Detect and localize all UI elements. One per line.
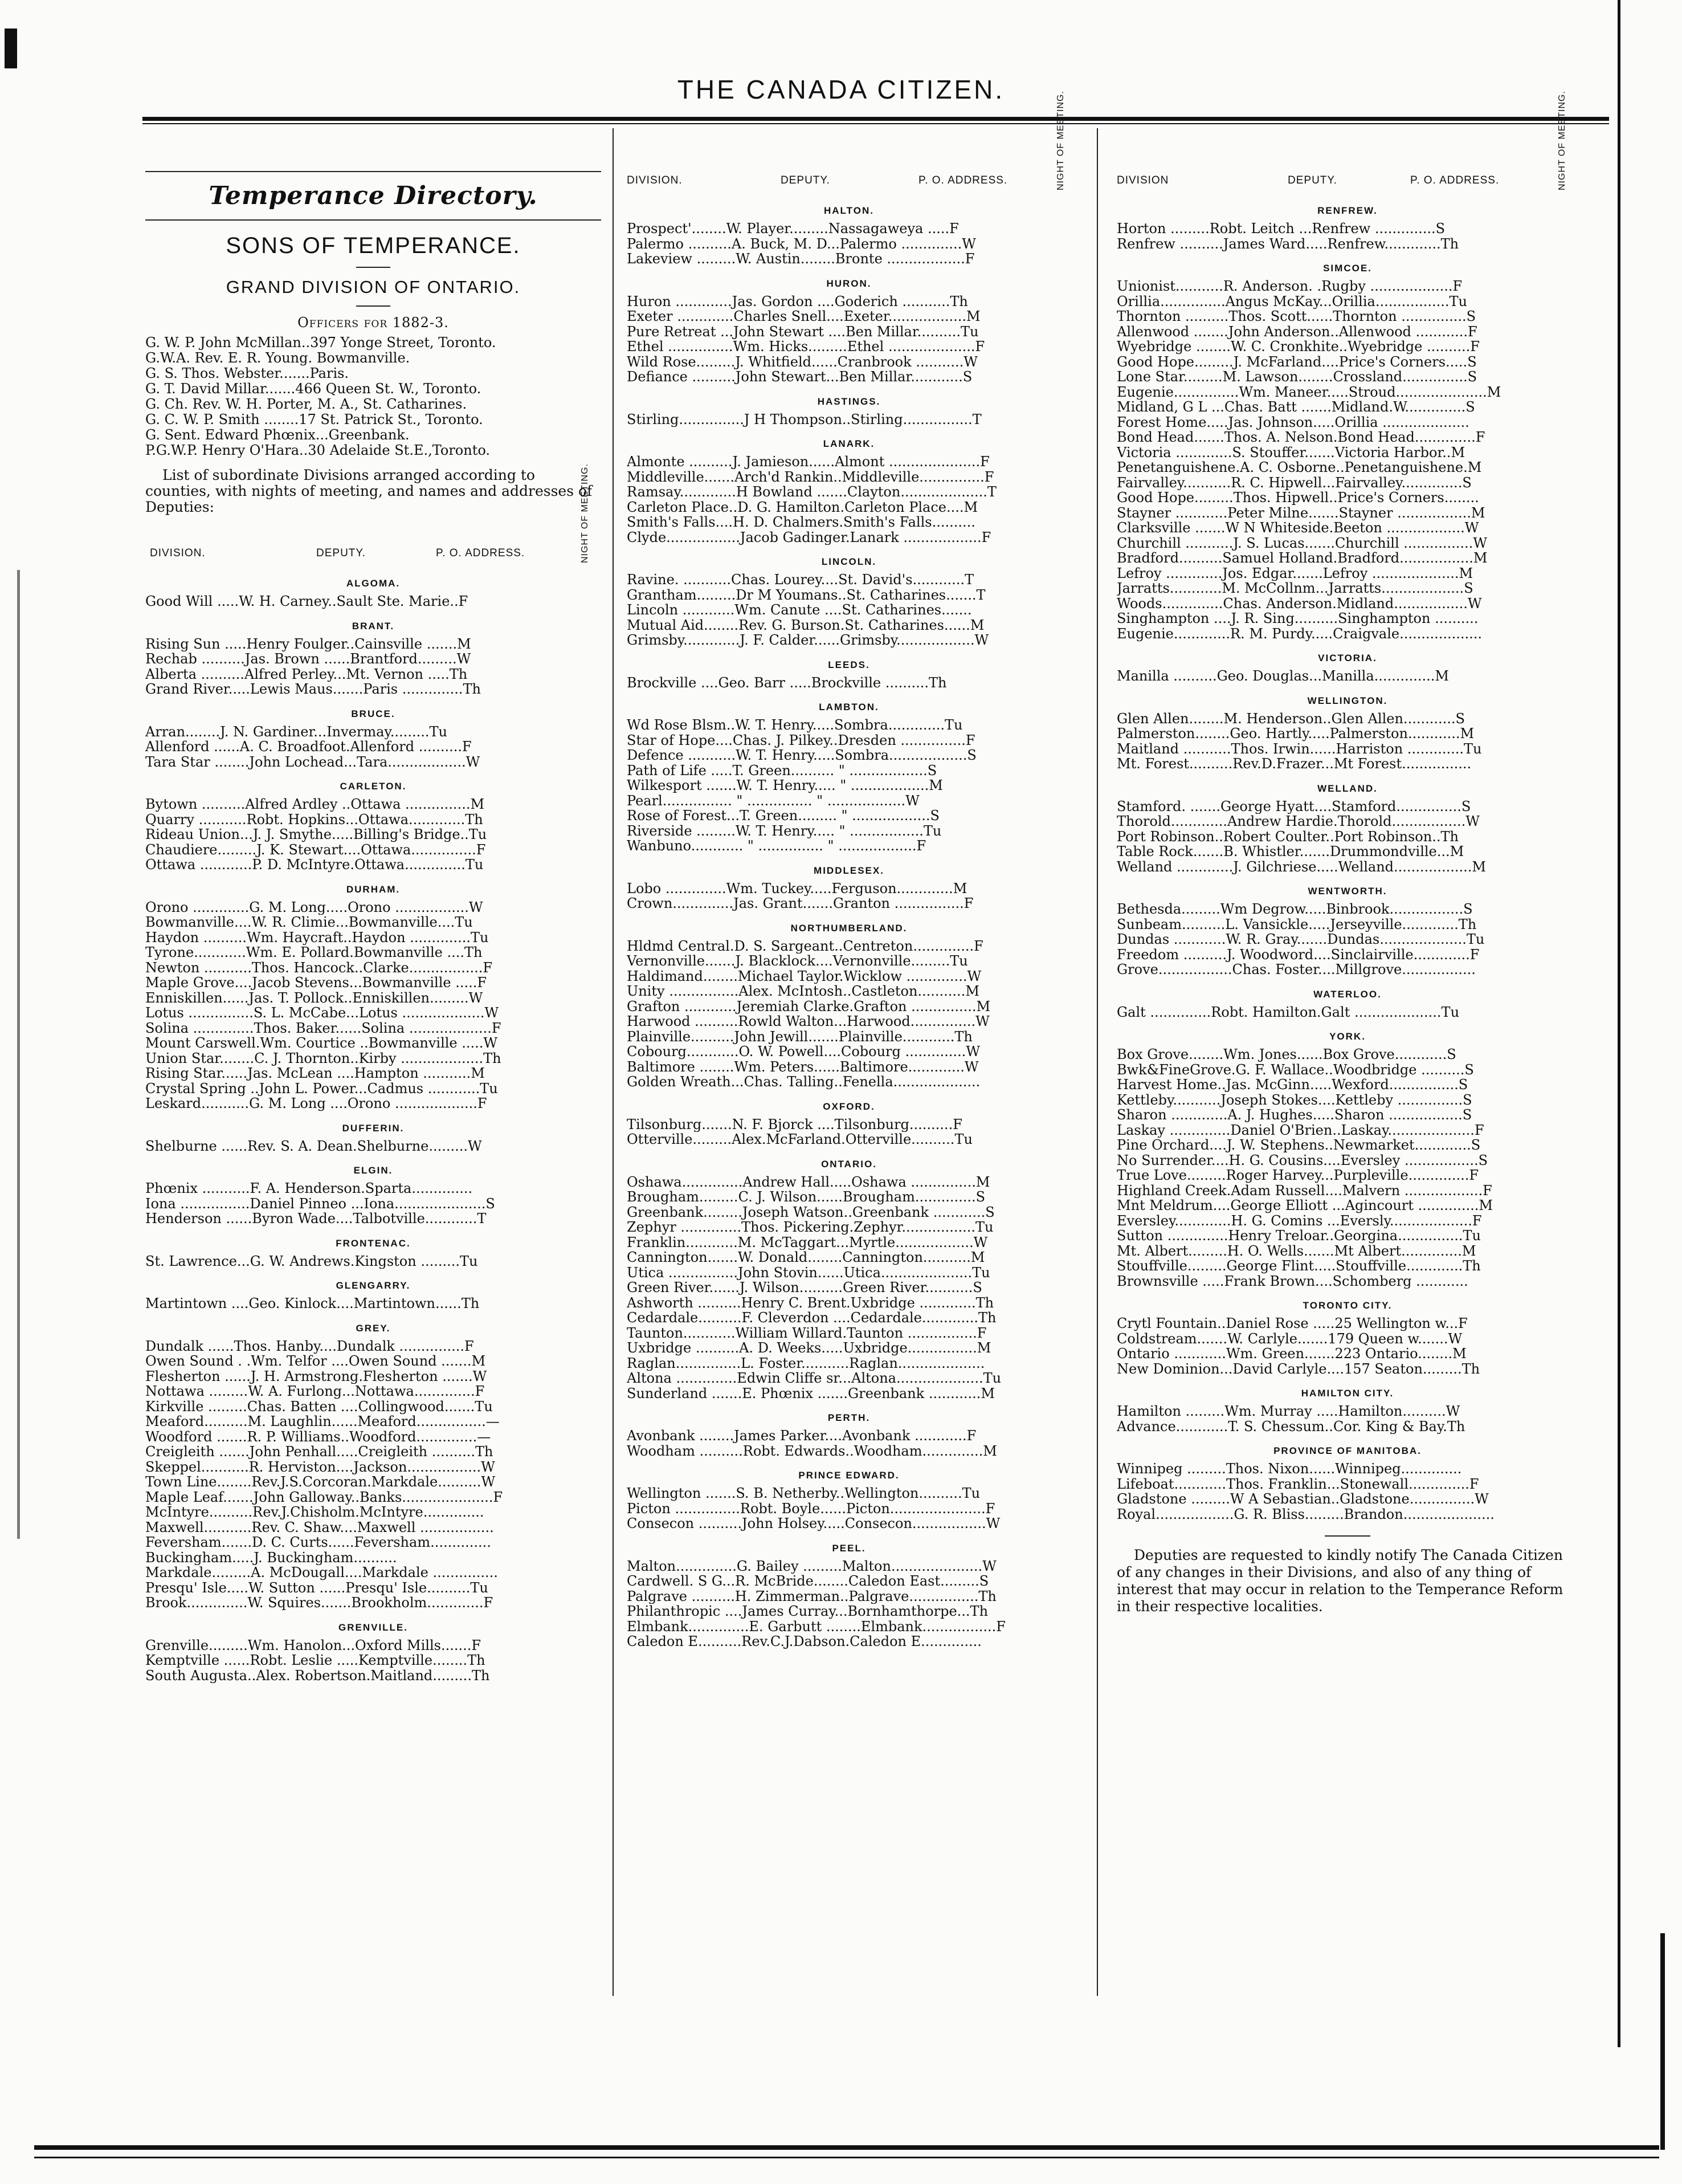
division-entry: Smith's Falls....H. D. Chalmers.Smith's Falls.......... xyxy=(627,515,975,530)
section-heading: LAMBTON. xyxy=(819,702,879,712)
division-entry: Prospect'........W. Player.........Nassagaweya .....F xyxy=(627,221,959,237)
section-heading: GRENVILLE. xyxy=(338,1621,408,1633)
division-entry: Port Robinson..Robert Coulter..Port Robinson..Th xyxy=(1117,829,1459,844)
grand-division-title: GRAND DIVISION OF ONTARIO. xyxy=(226,277,521,297)
officer-line: G. Ch. Rev. W. H. Porter, M. A., St. Catharines. xyxy=(145,396,467,412)
division-entry: Haydon ..........Wm. Haycraft..Haydon ..............Tu xyxy=(145,930,489,945)
section-heading: DURHAM. xyxy=(346,883,401,895)
division-entry: Green River.......J. Wilson..........Green River...........S xyxy=(627,1280,982,1295)
column-rule xyxy=(145,171,601,172)
division-entry: Brownsville .....Frank Brown....Schomberg ............ xyxy=(1117,1273,1468,1289)
division-entry: Palgrave ..........H. Zimmerman..Palgrave................Th xyxy=(627,1588,997,1604)
division-entry: Tyrone............Wm. E. Pollard.Bowmanville ....Th xyxy=(145,945,483,960)
division-entry: Chaudiere.........J. K. Stewart....Ottawa...............F xyxy=(145,842,486,857)
division-entry: Crytl Fountain..Daniel Rose .....25 Wellington w...F xyxy=(1117,1316,1468,1331)
column-1 xyxy=(145,131,601,1683)
section-heading: HALTON. xyxy=(824,205,874,216)
division-entry: Lobo ..............Wm. Tuckey.....Ferguson.............M xyxy=(627,881,967,896)
night-header: NIGHT OF MEETING. xyxy=(1056,91,1065,190)
division-entry: Picton ...............Robt. Boyle......Picton......................F xyxy=(627,1501,995,1516)
division-entry: Grand River.....Lewis Maus.......Paris ..............Th xyxy=(145,682,481,697)
division-entry: Consecon ..........John Holsey.....Consecon.................W xyxy=(627,1516,1001,1531)
division-entry: Unity ................Alex. McIntosh..Castleton...........M xyxy=(627,984,979,999)
division-entry: Shelburne ......Rev. S. A. Dean.Shelburne.........W xyxy=(145,1138,482,1154)
division-entry: Eugenie...............Wm. Maneer.....Stroud.....................M xyxy=(1117,384,1501,400)
section-heading: ONTARIO. xyxy=(821,1158,877,1170)
column-divider xyxy=(613,128,614,1996)
officer-line: G. T. David Millar.......466 Queen St. W., Toronto. xyxy=(145,381,481,397)
division-entry: Presqu' Isle.....W. Sutton ......Presqu' Isle..........Tu xyxy=(145,1580,488,1595)
division-entry: Winnipeg .........Thos. Nixon......Winnipeg.............. xyxy=(1117,1461,1462,1477)
division-entry: Ontario ............Wm. Green.......223 Ontario........M xyxy=(1117,1346,1467,1362)
division-entry: Royal..................G. R. Bliss.........Brandon..................... xyxy=(1117,1506,1495,1522)
division-entry: Hamilton .........Wm. Murray .....Hamilton..........W xyxy=(1117,1404,1460,1419)
officer-line: G. Sent. Edward Phœnix...Greenbank. xyxy=(145,427,410,443)
division-entry: Stouffville.........George Flint.....Stouffville.............Th xyxy=(1117,1258,1481,1274)
division-entry: Good Hope.........J. McFarland....Price's Corners.....S xyxy=(1117,354,1477,369)
division-entry: Highland Creek.Adam Russell....Malvern ..................F xyxy=(1117,1183,1492,1198)
section-heading: LEEDS. xyxy=(828,659,870,670)
division-entry: Wd Rose Blsm..W. T. Henry.....Sombra.............Tu xyxy=(627,718,963,733)
section-heading: PRINCE EDWARD. xyxy=(798,1470,900,1481)
division-entry: Cobourg............O. W. Powell....Cobourg ..............W xyxy=(627,1044,980,1060)
division-entry: Altona ..............Edwin Cliffe sr...Altona....................Tu xyxy=(627,1371,1002,1386)
division-entry: Riverside .........W. T. Henry..... " .................Tu xyxy=(627,823,942,838)
col2-sections xyxy=(627,205,1071,1649)
section-heading: PROVINCE OF MANITOBA. xyxy=(1273,1445,1422,1456)
section-heading: GLENGARRY. xyxy=(336,1280,411,1291)
division-entry: South Augusta..Alex. Robertson.Maitland.........Th xyxy=(145,1668,490,1683)
division-entry: Vernonville.......J. Blacklock....Vernonville.........Tu xyxy=(627,954,968,969)
scan-edge-mark xyxy=(17,570,20,1539)
directory-title: Temperance Directory. xyxy=(209,181,538,210)
division-entry: Rechab ..........Jas. Brown ......Brantford.........W xyxy=(145,651,471,667)
division-entry: Iona ................Daniel Pinneo ...Iona.....................S xyxy=(145,1196,495,1211)
division-entry: Otterville.........Alex.McFarland.Otterville..........Tu xyxy=(627,1132,973,1147)
page-corner-rule xyxy=(1638,1933,1665,2150)
section-heading: DUFFERIN. xyxy=(342,1122,405,1134)
division-entry: Zephyr ..............Thos. Pickering.Zephyr.................Tu xyxy=(627,1220,994,1235)
division-entry: Brockville ....Geo. Barr .....Brockville ..........Th xyxy=(627,675,947,690)
division-entry: Maple Grove....Jacob Stevens...Bowmanville .....F xyxy=(145,975,487,991)
division-entry: Bytown ..........Alfred Ardley ..Ottawa ...............M xyxy=(145,797,485,812)
division-entry: Pure Retreat ...John Stewart ....Ben Millar..........Tu xyxy=(627,324,979,339)
division-entry: Lone Star.........M. Lawson........Crossland...............S xyxy=(1117,369,1477,385)
division-entry: Leskard...........G. M. Long ....Orono ...................F xyxy=(145,1096,487,1111)
col1-sections xyxy=(145,578,601,1683)
division-entry: Avonbank ........James Parker....Avonbank ............F xyxy=(627,1428,977,1444)
division-entry: Maitland ...........Thos. Irwin......Harriston .............Tu xyxy=(1117,741,1482,756)
division-entry: Middleville.......Arch'd Rankin..Middleville...............F xyxy=(627,469,994,484)
column-3 xyxy=(1117,91,1578,1615)
division-entry: Cannington.......W. Donald........Cannington...........M xyxy=(627,1250,985,1265)
section-heading: RENFREW. xyxy=(1317,205,1378,216)
division-entry: Singhampton ....J. R. Sing..........Singhampton .......... xyxy=(1117,611,1479,626)
division-entry: New Dominion...David Carlyle....157 Seaton.........Th xyxy=(1117,1361,1480,1376)
division-entry: Stamford. .......George Hyatt....Stamford...............S xyxy=(1117,798,1471,814)
division-entry: Crystal Spring ..John L. Power...Cadmus ............Tu xyxy=(145,1081,498,1096)
division-entry: Rising Sun .....Henry Foulger..Cainsville .......M xyxy=(145,636,471,651)
division-entry: Cedardale..........F. Cleverdon ....Cedardale.............Th xyxy=(627,1310,997,1326)
division-entry: Clyde.................Jacob Gadinger.Lanark ..................F xyxy=(627,529,991,545)
column-2 xyxy=(627,91,1071,1649)
dash-rule xyxy=(356,305,390,307)
division-entry: Orillia...............Angus McKay...Orillia.................Tu xyxy=(1117,294,1467,309)
division-entry: Manilla ..........Geo. Douglas...Manilla..............M xyxy=(1117,669,1450,684)
dash-rule xyxy=(356,267,390,268)
division-entry: True Love.........Roger Harvey...Purpleville..............F xyxy=(1117,1168,1479,1183)
division-entry: Woodham ..........Robt. Edwards..Woodham..............M xyxy=(627,1443,997,1458)
division-entry: Grafton ............Jeremiah Clarke.Grafton ...............M xyxy=(627,999,991,1014)
division-entry: Bond Head.......Thos. A. Nelson.Bond Head..............F xyxy=(1117,430,1485,445)
division-entry: Eugenie.............R. M. Purdy.....Craigvale................... xyxy=(1117,626,1483,641)
division-entry: Dundas ............W. R. Gray.......Dundas....................Tu xyxy=(1117,932,1485,947)
address-header: P. O. ADDRESS. xyxy=(918,174,1008,186)
section-heading: SIMCOE. xyxy=(1323,263,1372,274)
division-entry: Golden Wreath...Chas. Talling..Fenella.................... xyxy=(627,1074,981,1090)
division-entry: Henderson ......Byron Wade....Talbotville............T xyxy=(145,1211,487,1227)
division-entry: Bwk&FineGrove.G. F. Wallace..Woodbridge ..........S xyxy=(1117,1062,1474,1077)
division-header: DIVISION xyxy=(1117,174,1169,186)
division-entry: Union Star........C. J. Thornton..Kirby ...................Th xyxy=(145,1050,501,1066)
deputy-header: DEPUTY. xyxy=(781,174,830,186)
division-entry: Eversley.............H. G. Comins ...Eversly...................F xyxy=(1117,1213,1482,1228)
division-entry: Wyebridge ........W. C. Cronkhite..Wyebridge ..........F xyxy=(1117,339,1480,355)
col3-sections xyxy=(1117,205,1578,1522)
division-entry: Woods..............Chas. Anderson.Midland.................W xyxy=(1117,596,1482,611)
division-entry: Uxbridge ..........A. D. Weeks.....Uxbridge................M xyxy=(627,1340,991,1356)
section-heading: LINCOLN. xyxy=(821,556,877,567)
division-entry: Mt. Albert.........H. O. Wells.......Mt Albert..............M xyxy=(1117,1243,1476,1258)
division-entry: Lotus ...............S. L. McCabe...Lotus ...................W xyxy=(145,1005,499,1021)
division-entry: Grove.................Chas. Foster....Millgrove................. xyxy=(1117,962,1476,977)
section-heading: PERTH. xyxy=(827,1412,871,1423)
division-entry: Box Grove........Wm. Jones......Box Grove............S xyxy=(1117,1047,1456,1062)
division-entry: Good Will .....W. H. Carney..Sault Ste. Marie..F xyxy=(145,594,468,609)
division-entry: Kemptville ......Robt. Leslie .....Kemptville........Th xyxy=(145,1653,485,1668)
deputy-header: DEPUTY. xyxy=(316,547,366,559)
division-entry: Rising Star......Jas. McLean ....Hampton ...........M xyxy=(145,1066,485,1081)
section-heading: YORK. xyxy=(1329,1031,1366,1042)
division-entry: Ramsay.............H Bowland .......Clayton....................T xyxy=(627,484,997,500)
division-entry: Cardwell. S G...R. McBride........Caledon East.........S xyxy=(627,1574,989,1589)
deputies-note: Deputies are requested to kindly notify The Canada Citizen of any changes in their Divisions, and also of any thing of interest that may occur in relation to the Temperance Reform in their respective localities. xyxy=(1117,1547,1563,1615)
division-entry: Oshawa..............Andrew Hall.....Oshawa ...............M xyxy=(627,1174,990,1189)
division-entry: Town Line........Rev.J.S.Corcoran.Markdale..........W xyxy=(145,1474,496,1490)
section-heading: FRONTENAC. xyxy=(336,1237,411,1249)
division-entry: Exeter .............Charles Snell....Exeter..................M xyxy=(627,309,981,324)
division-entry: Malton..............G. Bailey .........Malton.....................W xyxy=(627,1558,997,1574)
division-entry: Good Hope.........Thos. Hipwell..Price's Corners........ xyxy=(1117,490,1479,506)
division-entry: Renfrew ..........James Ward.....Renfrew.............Th xyxy=(1117,236,1459,251)
division-entry: Carleton Place..D. G. Hamilton.Carleton Place....M xyxy=(627,499,978,515)
division-entry: Grantham.........Dr M Youmans..St. Catharines.......T xyxy=(627,587,986,602)
division-entry: Rideau Union...J. J. Smythe.....Billing's Bridge..Tu xyxy=(145,827,487,842)
division-entry: Ethel ...............Wm. Hicks.........Ethel ....................F xyxy=(627,339,985,355)
division-entry: Defence ...........W. T. Henry.....Sombra..................S xyxy=(627,748,977,763)
bottom-rule xyxy=(34,2145,1659,2150)
division-entry: Clarksville .......W N Whiteside.Beeton ..................W xyxy=(1117,520,1479,536)
division-entry: Maple Leaf.......John Galloway..Banks.....................F xyxy=(145,1489,503,1505)
division-entry: Thornton ..........Thos. Scott......Thornton ...............S xyxy=(1117,309,1476,324)
division-entry: Midland, G L ...Chas. Batt .......Midland.W..............S xyxy=(1117,400,1475,415)
division-entry: Raglan...............L. Foster...........Raglan.................... xyxy=(627,1355,985,1371)
division-entry: Stayner ............Peter Milne.......Stayner .................M xyxy=(1117,505,1485,520)
division-entry: Galt ..............Robt. Hamilton.Galt ....................Tu xyxy=(1117,1004,1460,1020)
division-entry: McIntyre..........Rev.J.Chisholm.McIntyre.............. xyxy=(145,1505,484,1520)
masthead: THE CANADA CITIZEN. xyxy=(677,75,1005,104)
division-entry: Woodford .......R. P. Williams..Woodford..............— xyxy=(145,1429,491,1444)
section-heading: NORTHUMBERLAND. xyxy=(790,922,908,934)
division-entry: Bowmanville....W. R. Climie...Bowmanville....Tu xyxy=(145,915,473,930)
section-heading: WENTWORTH. xyxy=(1308,886,1387,897)
deputy-header: DEPUTY. xyxy=(1288,174,1337,186)
division-entry: Harwood ..........Rowld Walton...Harwood...............W xyxy=(627,1014,990,1029)
division-entry: Palermo ..........A. Buck, M. D...Palermo ..............W xyxy=(627,236,976,251)
section-heading: HURON. xyxy=(826,278,872,289)
officer-line: P.G.W.P. Henry O'Hara..30 Adelaide St.E.,Toronto. xyxy=(145,442,490,458)
division-entry: Brougham.........C. J. Wilson......Brougham..............S xyxy=(627,1189,986,1205)
division-entry: Lefroy .............Jos. Edgar.......Lefroy ....................M xyxy=(1117,565,1473,581)
division-entry: Huron .............Jas. Gordon ....Goderich ...........Th xyxy=(627,294,968,309)
division-entry: Kettleby...........Joseph Stokes....Kettleby ...............S xyxy=(1117,1092,1472,1107)
division-entry: Rose of Forest...T. Green......... " ..................S xyxy=(627,808,940,824)
division-entry: Sharon .............A. J. Hughes.....Sharon .................S xyxy=(1117,1107,1472,1123)
division-entry: Grenville.........Wm. Hanolon...Oxford Mills.......F xyxy=(145,1637,481,1653)
division-entry: Advance............T. S. Chessum..Cor. King & Bay.Th xyxy=(1117,1419,1465,1434)
column-header xyxy=(1117,91,1578,194)
division-entry: St. Lawrence...G. W. Andrews.Kingston .........Tu xyxy=(145,1253,478,1269)
section-heading: HAMILTON CITY. xyxy=(1301,1388,1394,1399)
address-header: P. O. ADDRESS. xyxy=(436,547,525,559)
night-header: NIGHT OF MEETING. xyxy=(580,463,590,563)
division-entry: Arran........J. N. Gardiner...Invermay.........Tu xyxy=(145,724,447,739)
section-heading: WELLINGTON. xyxy=(1307,695,1388,706)
division-entry: Sunbeam..........L. Vansickle.....Jerseyville.............Th xyxy=(1117,916,1477,932)
division-entry: Freedom ..........J. Woodword....Sinclairville.............F xyxy=(1117,947,1480,962)
division-entry: Sutton ..............Henry Treloar..Georgina...............Tu xyxy=(1117,1228,1481,1244)
division-entry: Plainville..........John Jewill.......Plainville............Th xyxy=(627,1029,973,1044)
section-heading: WATERLOO. xyxy=(1313,988,1382,1000)
division-entry: Meaford..........M. Laughlin......Meaford................— xyxy=(145,1414,500,1429)
division-entry: Jarratts............M. McCollnm...Jarratts...................S xyxy=(1117,581,1473,596)
division-entry: Tara Star ........John Lochead...Tara..................W xyxy=(145,754,480,769)
division-entry: Coldstream.......W. Carlyle.......179 Queen w.......W xyxy=(1117,1331,1463,1346)
division-entry: Brook..............W. Squires.......Brookholm.............F xyxy=(145,1595,493,1611)
section-heading: OXFORD. xyxy=(823,1101,875,1112)
division-entry: Sunderland .......E. Phœnix .......Greenbank ............M xyxy=(627,1386,995,1401)
division-entry: Laskay ..............Daniel O'Brien..Laskay....................F xyxy=(1117,1122,1484,1138)
division-entry: Lakeview .........W. Austin........Bronte ..................F xyxy=(627,251,975,267)
division-entry: Ottawa ............P. D. McIntyre.Ottawa..............Tu xyxy=(145,857,484,873)
top-rule xyxy=(142,117,1609,121)
division-entry: Buckingham.....J. Buckingham.......... xyxy=(145,1550,397,1565)
section-heading: VICTORIA. xyxy=(1318,653,1377,663)
section-heading: BRUCE. xyxy=(351,708,395,719)
org-title: SONS OF TEMPERANCE. xyxy=(226,233,521,258)
division-entry: Maxwell...........Rev. C. Shaw....Maxwell ................. xyxy=(145,1519,494,1535)
column-rule xyxy=(145,219,601,221)
division-entry: Nottawa .........W. A. Furlong...Nottawa..............F xyxy=(145,1384,485,1399)
division-entry: Caledon E..........Rev.C.J.Dabson.Caledon E.............. xyxy=(627,1634,982,1649)
division-entry: Martintown ....Geo. Kinlock....Martintown......Th xyxy=(145,1296,480,1311)
division-entry: Ashworth ..........Henry C. Brent.Uxbridge .............Th xyxy=(627,1295,994,1310)
division-entry: Horton .........Robt. Leitch ...Renfrew ..............S xyxy=(1117,221,1446,237)
section-heading: WELLAND. xyxy=(1317,783,1378,794)
division-entry: Phœnix ...........F. A. Henderson.Sparta.............. xyxy=(145,1181,473,1196)
division-entry: Creigleith .......John Penhall.....Creigleith ..........Th xyxy=(145,1444,493,1460)
division-entry: Victoria .............S. Stouffer.......Victoria Harbor..M xyxy=(1117,445,1465,460)
division-entry: Bethesda.........Wm Degrow.....Binbrook.................S xyxy=(1117,902,1473,917)
division-entry: Welland .............J. Gilchriese.....Welland..................M xyxy=(1117,859,1486,874)
division-entry: Table Rock.......B. Whistler.......Drummondville...M xyxy=(1117,844,1464,859)
division-entry: Wilkesport .......W. T. Henry..... " ..................M xyxy=(627,778,943,793)
division-entry: Tilsonburg.......N. F. Bjorck ....Tilsonburg..........F xyxy=(627,1117,962,1132)
officer-line: G. S. Thos. Webster.......Paris. xyxy=(145,365,349,381)
division-entry: Thorold.............Andrew Hardie.Thorold.................W xyxy=(1117,814,1480,829)
division-entry: Markdale.........A. McDougall....Markdale ............... xyxy=(145,1565,498,1580)
division-entry: Pearl................ " ............... " ..................W xyxy=(627,793,920,808)
scan-mark xyxy=(5,28,17,68)
division-entry: Allenford ......A. C. Broadfoot.Allenford ..........F xyxy=(145,739,472,755)
division-entry: Philanthropic ....James Curray...Bornhamthorpe...Th xyxy=(627,1604,989,1619)
division-entry: Utica ................John Stovin......Utica.....................Tu xyxy=(627,1265,990,1280)
division-entry: Wild Rose.........J. Whitfield......Cranbrook ...........W xyxy=(627,354,978,369)
column-divider xyxy=(1097,128,1098,1996)
division-entry: Almonte ..........J. Jamieson......Almont .....................F xyxy=(627,454,990,470)
division-entry: No Surrender....H. G. Cousins....Eversley .................S xyxy=(1117,1152,1488,1168)
division-entry: Harvest Home..Jas. McGinn.....Wexford................S xyxy=(1117,1077,1468,1093)
division-entry: Owen Sound . .Wm. Telfor ....Owen Sound .......M xyxy=(145,1354,486,1369)
division-entry: Flesherton ......J. H. Armstrong.Flesherton .......W xyxy=(145,1368,487,1384)
division-entry: Lincoln ............Wm. Canute ....St. Catharines....... xyxy=(627,602,972,618)
night-header: NIGHT OF MEETING. xyxy=(1557,91,1567,190)
officers-list xyxy=(145,335,601,458)
division-entry: Alberta ..........Alfred Perley...Mt. Vernon .....Th xyxy=(145,666,468,682)
division-entry: Taunton............William Willard.Taunton ................F xyxy=(627,1325,987,1340)
top-rule-thin xyxy=(142,123,1609,124)
division-entry: Solina ..............Thos. Baker......Solina ...................F xyxy=(145,1020,501,1036)
division-entry: Orono .............G. M. Long.....Orono .................W xyxy=(145,899,483,915)
division-entry: Palmerston........Geo. Hartly.....Palmerston............M xyxy=(1117,726,1475,741)
division-entry: Churchill ...........J. S. Lucas.......Churchill ................W xyxy=(1117,535,1487,551)
division-entry: Mount Carswell.Wm. Courtice ..Bowmanville .....W xyxy=(145,1036,498,1051)
division-entry: Allenwood ........John Anderson..Allenwood ............F xyxy=(1117,324,1477,339)
bottom-rule-thin xyxy=(34,2157,1659,2158)
division-entry: Forest Home.....Jas. Johnson.....Orillia .................... xyxy=(1117,414,1469,430)
division-header: DIVISION. xyxy=(627,174,683,186)
division-entry: Crown..............Jas. Grant.......Granton ................F xyxy=(627,896,974,911)
division-entry: Baltimore ........Wm. Peters......Baltimore.............W xyxy=(627,1059,979,1074)
division-entry: Ravine. ...........Chas. Lourey....St. David's............T xyxy=(627,572,974,588)
officer-line: G.W.A. Rev. E. R. Young. Bowmanville. xyxy=(145,350,410,366)
division-entry: Unionist...........R. Anderson. .Rugby ...................F xyxy=(1117,279,1463,294)
division-entry: Star of Hope....Chas. J. Pilkey..Dresden ...............F xyxy=(627,732,975,748)
division-entry: Path of Life .....T. Green.......... " ..................S xyxy=(627,763,937,778)
officer-line: G. W. P. John McMillan..397 Yonge Street, Toronto. xyxy=(145,335,496,351)
division-entry: Pine Orchard....J. W. Stephens..Newmarket.............S xyxy=(1117,1138,1481,1153)
division-entry: Fairvalley...........R. C. Hipwell...Fairvalley..............S xyxy=(1117,475,1472,490)
note-rule xyxy=(1325,1535,1370,1537)
division-entry: Wanbuno............ " ............... " ..................F xyxy=(627,838,926,854)
division-entry: Glen Allen........M. Henderson..Glen Allen............S xyxy=(1117,711,1465,726)
division-entry: Bradford..........Samuel Holland.Bradford.................M xyxy=(1117,551,1488,566)
division-entry: Defiance ..........John Stewart...Ben Millar............S xyxy=(627,369,973,385)
division-entry: Penetanguishene.A. C. Osborne..Penetanguishene.M xyxy=(1117,460,1482,475)
division-entry: Elmbank..............E. Garbutt ........Elmbank.................F xyxy=(627,1619,1006,1634)
division-entry: Greenbank.........Joseph Watson..Greenbank ............S xyxy=(627,1204,995,1220)
section-heading: HASTINGS. xyxy=(817,396,881,407)
division-entry: Hldmd Central.D. S. Sargeant..Centreton..............F xyxy=(627,938,983,954)
address-header: P. O. ADDRESS. xyxy=(1410,174,1500,186)
division-entry: Skeppel...........R. Herviston....Jackson.................W xyxy=(145,1459,495,1474)
division-entry: Enniskillen......Jas. T. Pollock..Enniskillen.........W xyxy=(145,990,483,1005)
division-header: DIVISION. xyxy=(150,547,206,559)
division-entry: Feversham.......D. C. Curts......Feversham.............. xyxy=(145,1535,491,1550)
division-entry: Franklin............M. McTaggart...Myrtle..................W xyxy=(627,1234,988,1250)
division-entry: Kirkville .........Chas. Batten ....Collingwood.......Tu xyxy=(145,1399,493,1414)
division-entry: Wellington .......S. B. Netherby..Wellington..........Tu xyxy=(627,1486,981,1501)
officers-heading: Officers for 1882-3. xyxy=(297,315,449,331)
division-entry: Gladstone .........W A Sebastian..Gladstone...............W xyxy=(1117,1492,1489,1507)
section-heading: CARLETON. xyxy=(340,781,407,792)
intro-text: List of subordinate Divisions arranged according to counties, with nights of meeting, and names and addresses of Deputies: xyxy=(145,467,593,515)
division-entry: Lifeboat............Thos. Franklin...Stonewall..............F xyxy=(1117,1476,1479,1492)
column-header xyxy=(627,91,1071,194)
officer-line: G. C. W. P. Smith ........17 St. Patrick St., Toronto. xyxy=(145,411,483,427)
division-entry: Grimsby.............J. F. Calder......Grimsby..................W xyxy=(627,633,989,648)
division-entry: Stirling...............J H Thompson..Stirling................T xyxy=(627,411,982,427)
section-heading: PEEL. xyxy=(832,1542,866,1554)
division-entry: Newton ...........Thos. Hancock..Clarke.................F xyxy=(145,960,493,975)
section-heading: BRANT. xyxy=(352,620,395,631)
division-entry: Quarry ...........Robt. Hopkins...Ottawa.............Th xyxy=(145,812,483,827)
division-entry: Mt. Forest..........Rev.D.Frazer...Mt Forest................ xyxy=(1117,756,1472,772)
division-entry: Dundalk ......Thos. Hanby....Dundalk ...............F xyxy=(145,1338,474,1354)
section-heading: GREY. xyxy=(356,1322,391,1334)
division-entry: Haldimand........Michael Taylor.Wicklow ..............W xyxy=(627,968,982,984)
section-heading: TORONTO CITY. xyxy=(1303,1300,1393,1311)
section-heading: ALGOMA. xyxy=(346,578,401,589)
section-heading: MIDDLESEX. xyxy=(814,865,884,876)
right-edge-rule xyxy=(1618,0,1620,2047)
division-entry: Mnt Meldrum....George Elliott ...Agincourt ..............M xyxy=(1117,1198,1493,1213)
section-heading: ELGIN. xyxy=(353,1165,393,1176)
division-entry: Mutual Aid........Rev. G. Burson.St. Catharines......M xyxy=(627,617,985,633)
section-heading: LANARK. xyxy=(823,438,875,449)
